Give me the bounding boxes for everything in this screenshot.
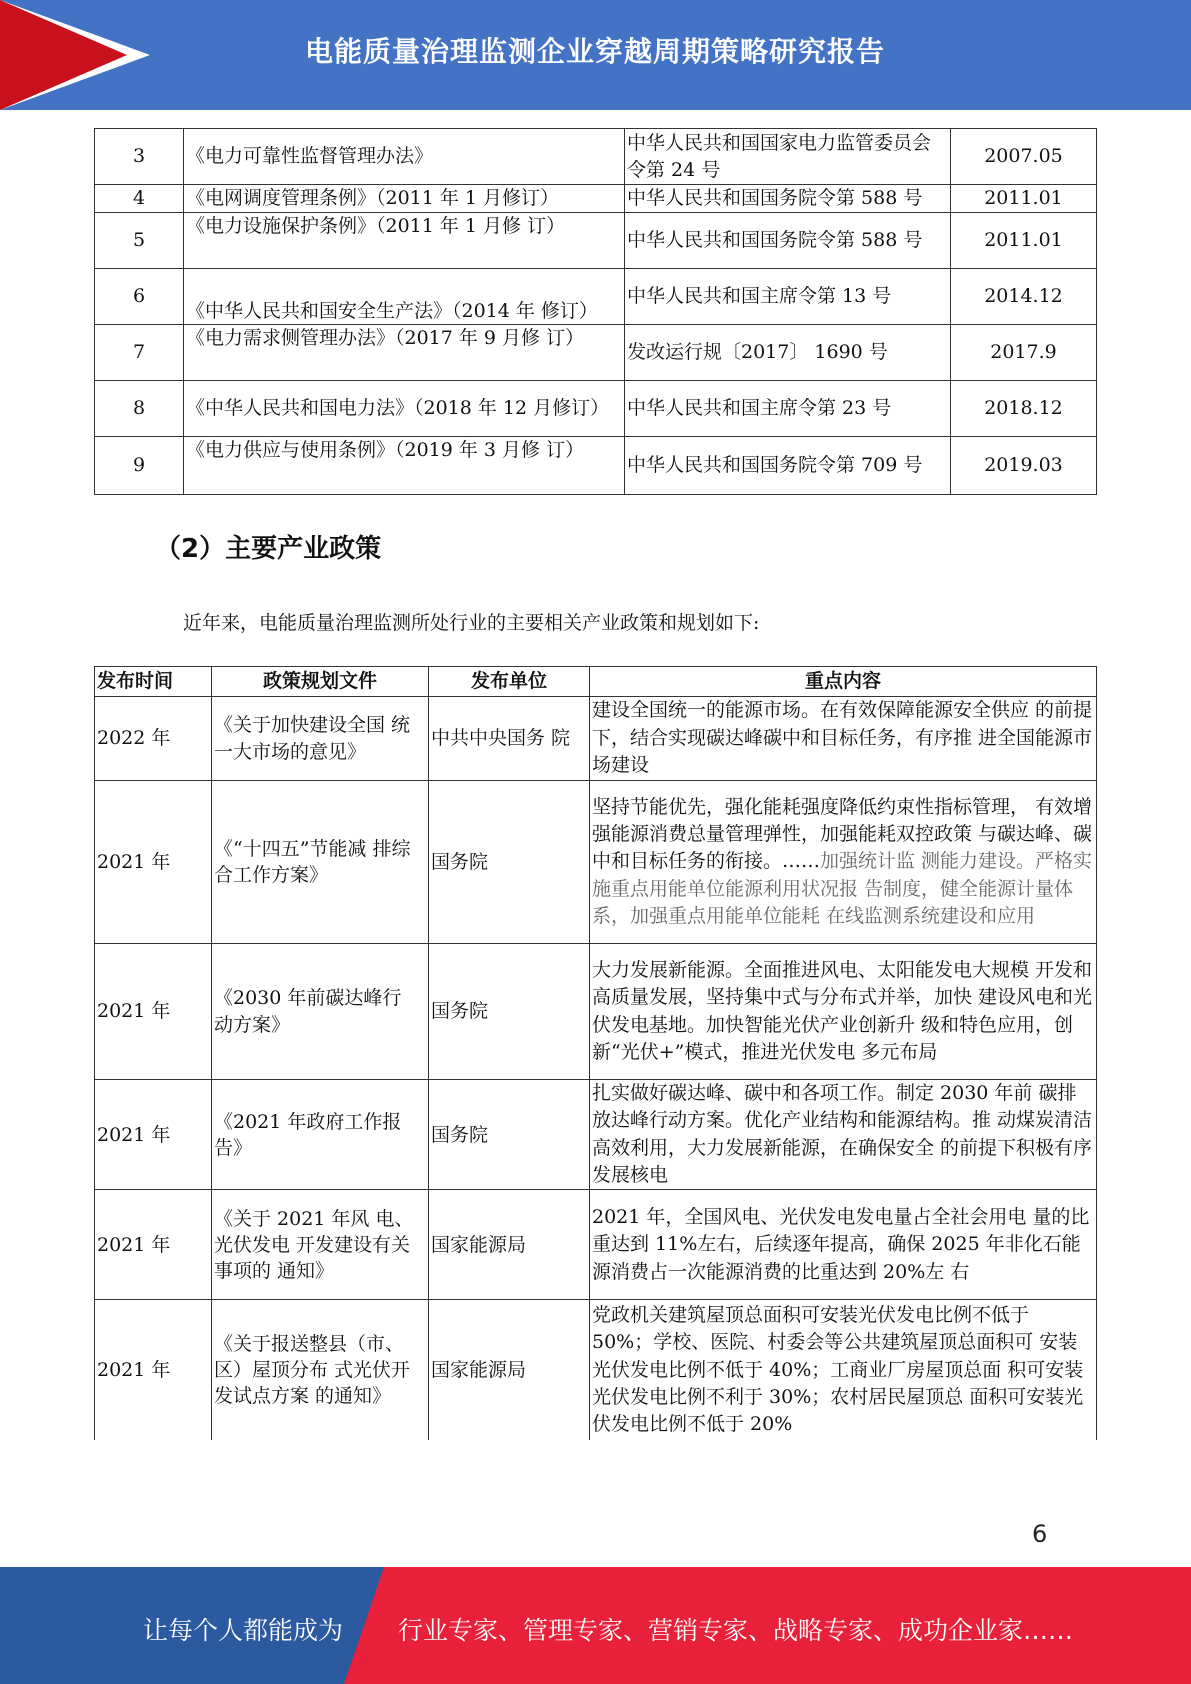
reg-issuer: 中华人民共和国国务院令第 588 号 (625, 185, 951, 213)
reg-issuer: 中华人民共和国主席令第 13 号 (625, 269, 951, 325)
regulations-table (94, 128, 1097, 495)
policies-table (94, 666, 1097, 1440)
reg-no: 7 (95, 325, 184, 381)
table-row (95, 129, 1097, 185)
footer-blue-slant (344, 1567, 384, 1684)
reg-issuer: 中华人民共和国主席令第 23 号 (625, 381, 951, 437)
policy-time: 2021 年 (95, 1080, 212, 1190)
reg-name: 《电网调度管理条例》（2011 年 1 月修订） (184, 185, 625, 213)
policy-org: 国务院 (429, 944, 590, 1080)
reg-no: 9 (95, 437, 184, 495)
reg-date: 2019.03 (951, 437, 1097, 495)
table-row (95, 781, 1097, 944)
col-header-time: 发布时间 (95, 667, 212, 697)
table-row (95, 269, 1097, 325)
table-row (95, 1080, 1097, 1190)
section-title: （2）主要产业政策 (155, 534, 382, 564)
policy-doc: 《“十四五”节能减 排综合工作方案》 (212, 781, 429, 944)
reg-name: 《中华人民共和国电力法》（2018 年 12 月修订） (184, 381, 625, 437)
table-row (95, 213, 1097, 269)
reg-no: 6 (95, 269, 184, 325)
policy-time: 2021 年 (95, 1300, 212, 1440)
reg-name: 《电力可靠性监督管理办法》 (184, 129, 625, 185)
col-header-content: 重点内容 (590, 667, 1097, 697)
table-row (95, 1190, 1097, 1300)
policy-doc: 《2030 年前碳达峰行 动方案》 (212, 944, 429, 1080)
report-title: 电能质量治理监测企业穿越周期策略研究报告 (305, 35, 886, 68)
reg-date: 2018.12 (951, 381, 1097, 437)
policy-time: 2021 年 (95, 944, 212, 1080)
page-header (0, 0, 1191, 110)
policy-time: 2022 年 (95, 697, 212, 781)
reg-date: 2011.01 (951, 213, 1097, 269)
policy-doc: 《关于 2021 年风 电、光伏发电 开发建设有关事项的 通知》 (212, 1190, 429, 1300)
footer-slogan-left: 让每个人都能成为 (143, 1616, 344, 1645)
policy-org: 国家能源局 (429, 1190, 590, 1300)
page-number: 6 (1032, 1520, 1048, 1548)
policy-org: 国务院 (429, 781, 590, 944)
reg-name: 《电力供应与使用条例》（2019 年 3 月修 订） (184, 437, 625, 495)
policy-org: 中共中央国务 院 (429, 697, 590, 781)
col-header-org: 发布单位 (429, 667, 590, 697)
policy-doc: 《关于加快建设全国 统一大市场的意见》 (212, 697, 429, 781)
footer-slogan-right: 行业专家、管理专家、营销专家、战略专家、成功企业家…… (398, 1616, 1074, 1645)
reg-date: 2011.01 (951, 185, 1097, 213)
table-row (95, 697, 1097, 781)
policy-content: 扎实做好碳达峰、碳中和各项工作。制定 2030 年前 碳排放达峰行动方案。优化产业结构和能源结构。推 动煤炭清洁高效利用，大力发展新能源，在确保安全 的前提下积极有序发展核电 (590, 1080, 1097, 1190)
policy-time: 2021 年 (95, 1190, 212, 1300)
table-row (95, 185, 1097, 213)
header-chevron-red (0, 0, 127, 110)
page-footer (0, 1567, 1191, 1684)
table-header-row (95, 667, 1097, 697)
policy-content: 大力发展新能源。全面推进风电、太阳能发电大规模 开发和高质量发展，坚持集中式与分布式并举，加快 建设风电和光伏发电基地。加快智能光伏产业创新升 级和特色应用，创新“光伏+”模式，推进光伏发电 多元布局 (590, 944, 1097, 1080)
policy-doc: 《2021 年政府工作报告》 (212, 1080, 429, 1190)
table-row (95, 381, 1097, 437)
reg-no: 5 (95, 213, 184, 269)
reg-issuer: 中华人民共和国国务院令第 709 号 (625, 437, 951, 495)
reg-no: 4 (95, 185, 184, 213)
policy-doc: 《关于报送整县（市、区）屋顶分布 式光伏开发试点方案 的通知》 (212, 1300, 429, 1440)
reg-issuer: 中华人民共和国国家电力监管委员会令第 24 号 (625, 129, 951, 185)
reg-date: 2017.9 (951, 325, 1097, 381)
policy-content (590, 781, 1097, 944)
reg-name: 《中华人民共和国安全生产法》（2014 年 修订） (184, 269, 625, 325)
reg-name: 《电力设施保护条例》（2011 年 1 月修 订） (184, 213, 625, 269)
table-row (95, 437, 1097, 495)
reg-issuer: 发改运行规〔2017〕 1690 号 (625, 325, 951, 381)
policy-time: 2021 年 (95, 781, 212, 944)
table-row (95, 325, 1097, 381)
table-row (95, 1300, 1097, 1440)
policy-content: 建设全国统一的能源市场。在有效保障能源安全供应 的前提下，结合实现碳达峰碳中和目标任务，有序推 进全国能源市场建设 (590, 697, 1097, 781)
reg-date: 2014.12 (951, 269, 1097, 325)
policy-org: 国务院 (429, 1080, 590, 1190)
reg-date: 2007.05 (951, 129, 1097, 185)
policy-content: 2021 年，全国风电、光伏发电发电量占全社会用电 量的比重达到 11%左右，后续逐年提高，确保 2025 年非化石能源消费占一次能源消费的比重达到 20%左 右 (590, 1190, 1097, 1300)
policy-org: 国家能源局 (429, 1300, 590, 1440)
reg-name: 《电力需求侧管理办法》（2017 年 9 月修 订） (184, 325, 625, 381)
reg-issuer: 中华人民共和国国务院令第 588 号 (625, 213, 951, 269)
policy-content-main: 坚持节能优先，强化能耗强度降低约束性指标管理， 有效增强能源消费总量管理弹性，加强能耗双控政策 与碳达峰、碳中和目标任务的衔接。…… (592, 795, 1093, 873)
col-header-doc: 政策规划文件 (212, 667, 429, 697)
reg-no: 3 (95, 129, 184, 185)
section-intro: 近年来，电能质量治理监测所处行业的主要相关产业政策和规划如下: (183, 612, 760, 634)
reg-no: 8 (95, 381, 184, 437)
policy-content: 党政机关建筑屋顶总面积可安装光伏发电比例不低于 50%；学校、医院、村委会等公共建筑屋顶总面积可 安装光伏发电比例不低于 40%；工商业厂房屋顶总面 积可安装光伏发电比例不利于 30%；农村居民屋顶总 面积可安装光伏发电比例不低于 20% (590, 1300, 1097, 1440)
table-row (95, 944, 1097, 1080)
policy-content-gray: 加强统计监 测能力建设。严格实施重点用能单位能源利用状况报 告制度，健全能源计量体系，加强重点用能单位能耗 在线监测系统建设和应用 (592, 850, 1093, 928)
